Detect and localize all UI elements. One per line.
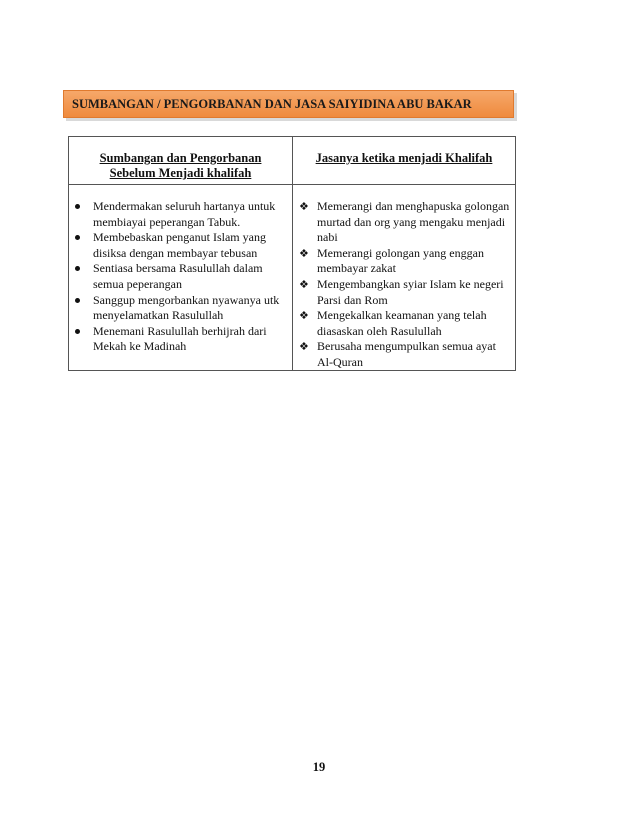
header-divider [69,184,515,185]
list-item: Sanggup mengorbankan nyawanya utk menyelamatkan Rasulullah [69,293,289,324]
list-item: ❖ Berusaha mengumpulkan semua ayat Al-Quran [293,339,513,370]
caliph-services-list [293,199,513,371]
list-item: ❖ Memerangi golongan yang enggan membayar zakat [293,246,513,277]
list-item: Menemani Rasulullah berhijrah dari Mekah ke Madinah [69,324,289,355]
section-title: SUMBANGAN / PENGORBANAN DAN JASA SAIYIDINA ABU BAKAR [72,96,472,111]
contributions-list [69,199,289,355]
section-title-banner [63,90,514,118]
list-item: Membebaskan penganut Islam yang disiksa dengan membayar tebusan [69,230,289,261]
right-column-header [293,151,515,166]
left-column-header [69,151,292,181]
list-item: ❖ Mengembangkan syiar Islam ke negeri Parsi dan Rom [293,277,513,308]
page-number: 19 [312,760,326,774]
list-item: ❖ Mengekalkan keamanan yang telah diasaskan oleh Rasulullah [293,308,513,339]
list-item: Mendermakan seluruh hartanya untuk membiayai peperangan Tabuk. [69,199,289,230]
right-header-text: Jasanya ketika menjadi Khalifah [315,151,493,165]
list-item: Sentiasa bersama Rasulullah dalam semua peperangan [69,261,289,292]
left-header-line2: Sebelum Menjadi khalifah [109,166,252,180]
left-header-line1: Sumbangan dan Pengorbanan [99,151,262,165]
list-item: ❖ Memerangi dan menghapuska golongan murtad dan org yang mengaku menjadi nabi [293,199,513,246]
comparison-table [68,136,516,371]
